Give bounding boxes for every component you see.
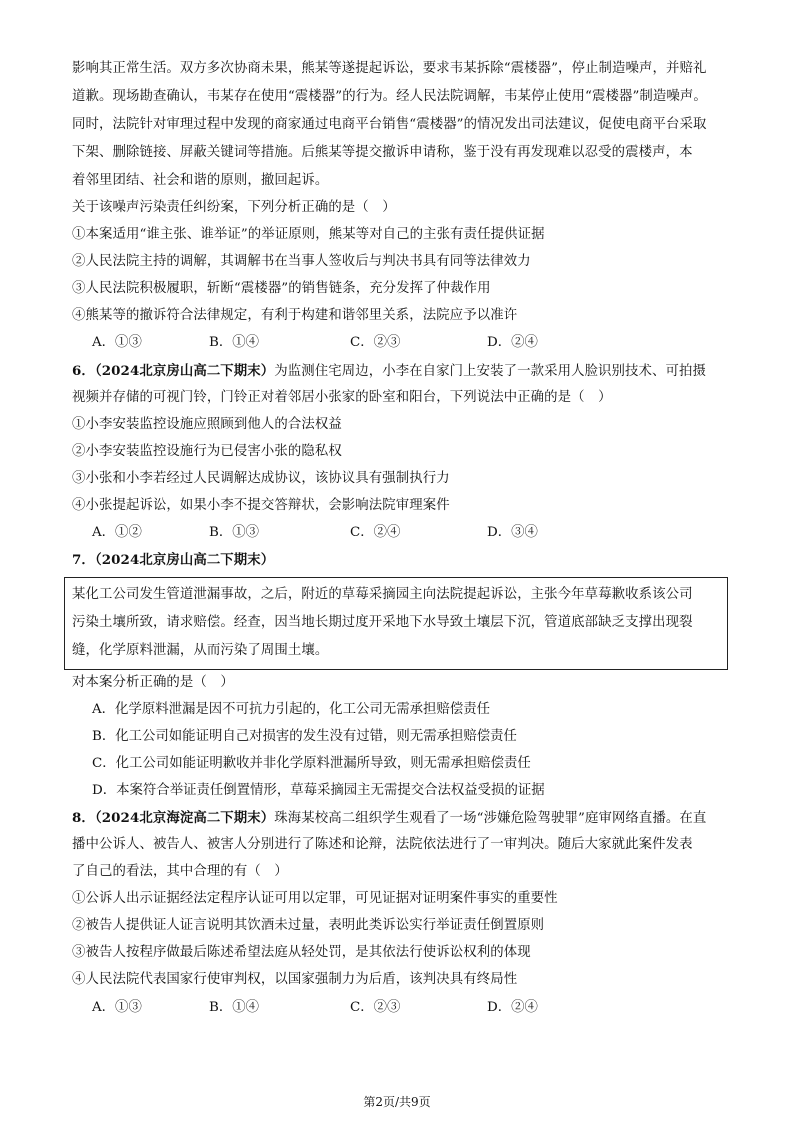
q8-statement: ②被告人提供证人证言说明其饮酒未过量，表明此类诉讼实行举证责任倒置原则 xyxy=(72,918,545,933)
q7-heading: 7．（2024北京房山高二下期末） xyxy=(72,552,275,568)
q6-option-d: D．③④ xyxy=(487,525,538,540)
q5-statement: ②人民法院主持的调解，其调解书在当事人签收后与判决书具有同等法律效力 xyxy=(72,254,531,269)
q7-material-line: 某化工公司发生管道泄漏事故，之后，附近的草莓采摘园主向法院提起诉讼，主张今年草莓歉收系该公司 xyxy=(72,587,693,602)
q8-first-line xyxy=(72,808,706,829)
q7-choice-c: C．化工公司如能证明歉收并非化学原料泄漏所导致，则无需承担赔偿责任 xyxy=(92,756,531,771)
q8-statement: ④人民法院代表国家行使审判权，以国家强制力为后盾，该判决具有终局性 xyxy=(72,972,518,987)
q5-statement: ③人民法院积极履职，斩断“震楼器”的销售链条，充分发挥了仲裁作用 xyxy=(72,281,491,296)
q5-option-b: B．①④ xyxy=(209,335,260,350)
q8-statement: ③被告人按程序做最后陈述希望法庭从轻处罚，是其依法行使诉讼权利的体现 xyxy=(72,945,531,960)
q6-statement: ③小张和小李若经过人民调解达成协议，该协议具有强制执行力 xyxy=(72,471,450,486)
q8-stem-line: 播中公诉人、被告人、被害人分别进行了陈述和论辩，法院依法进行了一审判决。随后大家就此案件发表 xyxy=(72,837,693,852)
q8-heading: 8．（2024北京海淀高二下期末） xyxy=(72,810,275,826)
q6-option-b: B．①③ xyxy=(209,525,260,540)
q8-option-a: A．①③ xyxy=(92,1000,142,1015)
q7-material-line: 污染土壤所致，请求赔偿。经查，因当地长期过度开采地下水导致土壤层下沉，管道底部缺乏支撑出现裂 xyxy=(72,615,693,630)
q6-heading: 6．（2024北京房山高二下期末） xyxy=(72,363,275,379)
q5-stem: 关于该噪声污染责任纠纷案，下列分析正确的是（ ） xyxy=(72,200,396,215)
q6-statement: ④小张提起诉讼，如果小李不提交答辩状，会影响法院审理案件 xyxy=(72,498,450,513)
q8-option-c: C．②③ xyxy=(350,1000,401,1015)
q7-choice-b: B．化工公司如能证明自己对损害的发生没有过错，则无需承担赔偿责任 xyxy=(92,729,517,744)
q5-statement: ①本案适用“谁主张、谁举证”的举证原则，熊某等对自己的主张有责任提供证据 xyxy=(72,227,545,242)
q6-option-c: C．②④ xyxy=(350,525,401,540)
intro-line: 道歉。现场勘查确认，韦某存在使用“震楼器”的行为。经人民法院调解，韦某停止使用“震楼器”制造噪声。 xyxy=(72,89,707,104)
q6-stem-part: 为监测住宅周边，小李在自家门上安装了一款采用人脸识别技术、可拍摄 xyxy=(274,364,706,379)
q6-option-a: A．①② xyxy=(92,525,142,540)
q5-option-d: D．②④ xyxy=(487,335,538,350)
q8-stem-line: 了自己的看法，其中合理的有（ ） xyxy=(72,864,288,879)
q7-material-line: 缝，化学原料泄漏，从而污染了周围土壤。 xyxy=(72,643,329,658)
q7-stem: 对本案分析正确的是（ ） xyxy=(72,675,234,690)
q6-statement: ①小李安装监控设施应照顾到他人的合法权益 xyxy=(72,417,342,432)
intro-line: 着邻里团结、社会和谐的原则，撤回起诉。 xyxy=(72,173,329,188)
intro-line: 同时，法院针对审理过程中发现的商家通过电商平台销售“震楼器”的情况发出司法建议，促使电商平台采取 xyxy=(72,117,707,132)
q7-choice-d: D．本案符合举证责任倒置情形，草莓采摘园主无需提交合法权益受损的证据 xyxy=(92,783,545,798)
q5-option-c: C．②③ xyxy=(350,335,401,350)
q8-option-d: D．②④ xyxy=(487,1000,538,1015)
q8-statement: ①公诉人出示证据经法定程序认证可用以定罪，可见证据对证明案件事实的重要性 xyxy=(72,891,558,906)
q6-stem-line: 视频并存储的可视门铃，门铃正对着邻居小张家的卧室和阳台，下列说法中正确的是（ ） xyxy=(72,390,612,405)
q8-option-b: B．①④ xyxy=(209,1000,260,1015)
q5-option-a: A．①③ xyxy=(92,335,142,350)
intro-line: 下架、删除链接、屏蔽关键词等措施。后熊某等提交撤诉申请称，鉴于没有再发现难以忍受的震楼声，本 xyxy=(72,145,693,160)
q6-statement: ②小李安装监控设施行为已侵害小张的隐私权 xyxy=(72,444,342,459)
q7-choice-a: A．化学原料泄漏是因不可抗力引起的，化工公司无需承担赔偿责任 xyxy=(92,702,490,717)
q6-first-line xyxy=(72,361,706,382)
q5-statement: ④熊某等的撤诉符合法律规定，有利于构建和谐邻里关系，法院应予以准许 xyxy=(72,308,518,323)
intro-line: 影响其正常生活。双方多次协商未果，熊某等遂提起诉讼，要求韦某拆除“震楼器”，停止制造噪声，并赔礼 xyxy=(72,61,707,76)
q8-stem-part: 珠海某校高二组织学生观看了一场“涉嫌危险驾驶罪”庭审网络直播。在直 xyxy=(274,811,707,826)
page-number: 第2页/共9页 xyxy=(363,1095,431,1109)
